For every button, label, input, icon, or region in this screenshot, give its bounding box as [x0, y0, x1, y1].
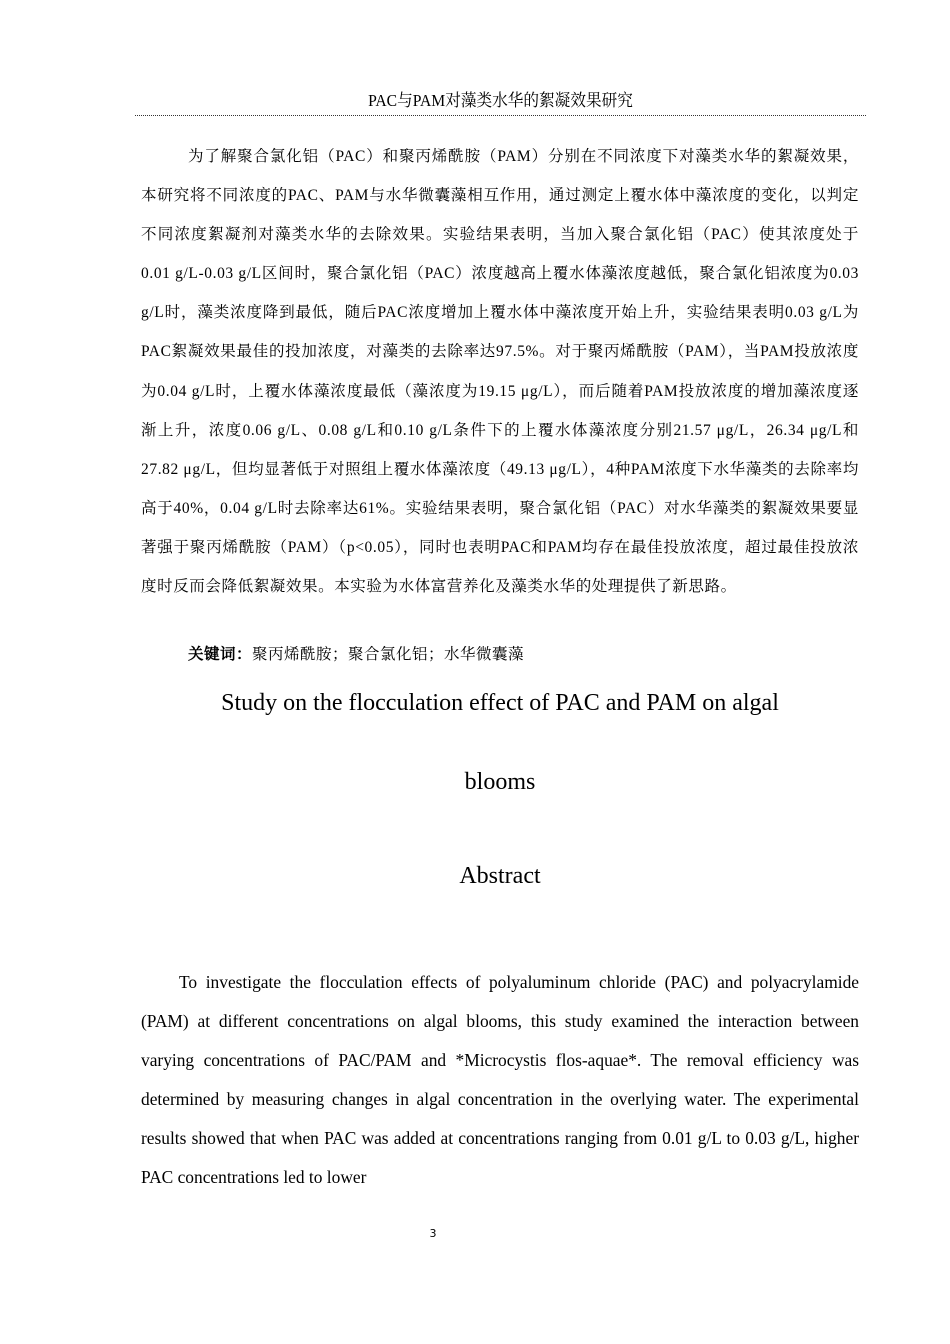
english-abstract-paragraph: To investigate the flocculation effects of polyaluminum chloride (PAC) and polyacrylamide (PAM) at different concentrations on algal blooms, this study examined the interaction between varying concentrations of PAC/PAM and *Microcystis flos-aquae*. The removal efficiency was determined by measuring changes in algal concentration in the overlying water. The experimental results showed that when PAC was added at concentrations ranging from 0.01 g/L to 0.03 g/L, higher PAC concentrations led to lower — [141, 972, 859, 1188]
keywords-values: 聚丙烯酰胺；聚合氯化铝；水华微囊藻 — [252, 646, 525, 663]
chinese-abstract-paragraph: 为了解聚合氯化铝（PAC）和聚丙烯酰胺（PAM）分别在不同浓度下对藻类水华的絮凝效果，本研究将不同浓度的PAC、PAM与水华微囊藻相互作用，通过测定上覆水体中藻浓度的变化，以判定不同浓度絮凝剂对藻类水华的去除效果。实验结果表明，当加入聚合氯化铝（PAC）使其浓度处于0.01 g/L-0.03 g/L区间时，聚合氯化铝（PAC）浓度越高上覆水体藻浓度越低，聚合氯化铝浓度为0.03 g/L时，藻类浓度降到最低，随后PAC浓度增加上覆水体中藻浓度开始上升，实验结果表明0.03 g/L为PAC絮凝效果最佳的投加浓度，对藻类的去除率达97.5%。对于聚丙烯酰胺（PAM），当PAM投放浓度为0.04 g/L时，上覆水体藻浓度最低（藻浓度为19.15 μg/L），而后随着PAM投放浓度的增加藻浓度逐渐上升，浓度0.06 g/L、0.08 g/L和0.10 g/L条件下的上覆水体藻浓度分别21.57 μg/L，26.34 μg/L和27.82 μg/L，但均显著低于对照组上覆水体藻浓度（49.13 μg/L），4种PAM浓度下水华藻类的去除率均高于40%，0.04 g/L时去除率达61%。实验结果表明，聚合氯化铝（PAC）对水华藻类的絮凝效果要显著强于聚丙烯酰胺（PAM）（p<0.05），同时也表明PAC和PAM均存在最佳投放浓度，超过最佳投放浓度时反而会降低絮凝效果。本实验为水体富营养化及藻类水华的处理提供了新思路。 — [141, 148, 859, 596]
page-number: 3 — [429, 1227, 437, 1240]
header-dotted-rule — [135, 115, 866, 116]
keywords-line — [188, 643, 524, 667]
abstract-heading: Abstract — [459, 863, 541, 889]
keywords-label: 关键词： — [188, 646, 253, 663]
running-header-title: PAC与PAM对藻类水华的絮凝效果研究 — [368, 91, 633, 110]
english-title-line-1: Study on the flocculation effect of PAC and PAM on algal — [221, 690, 779, 716]
english-title-line-2: blooms — [464, 769, 536, 795]
